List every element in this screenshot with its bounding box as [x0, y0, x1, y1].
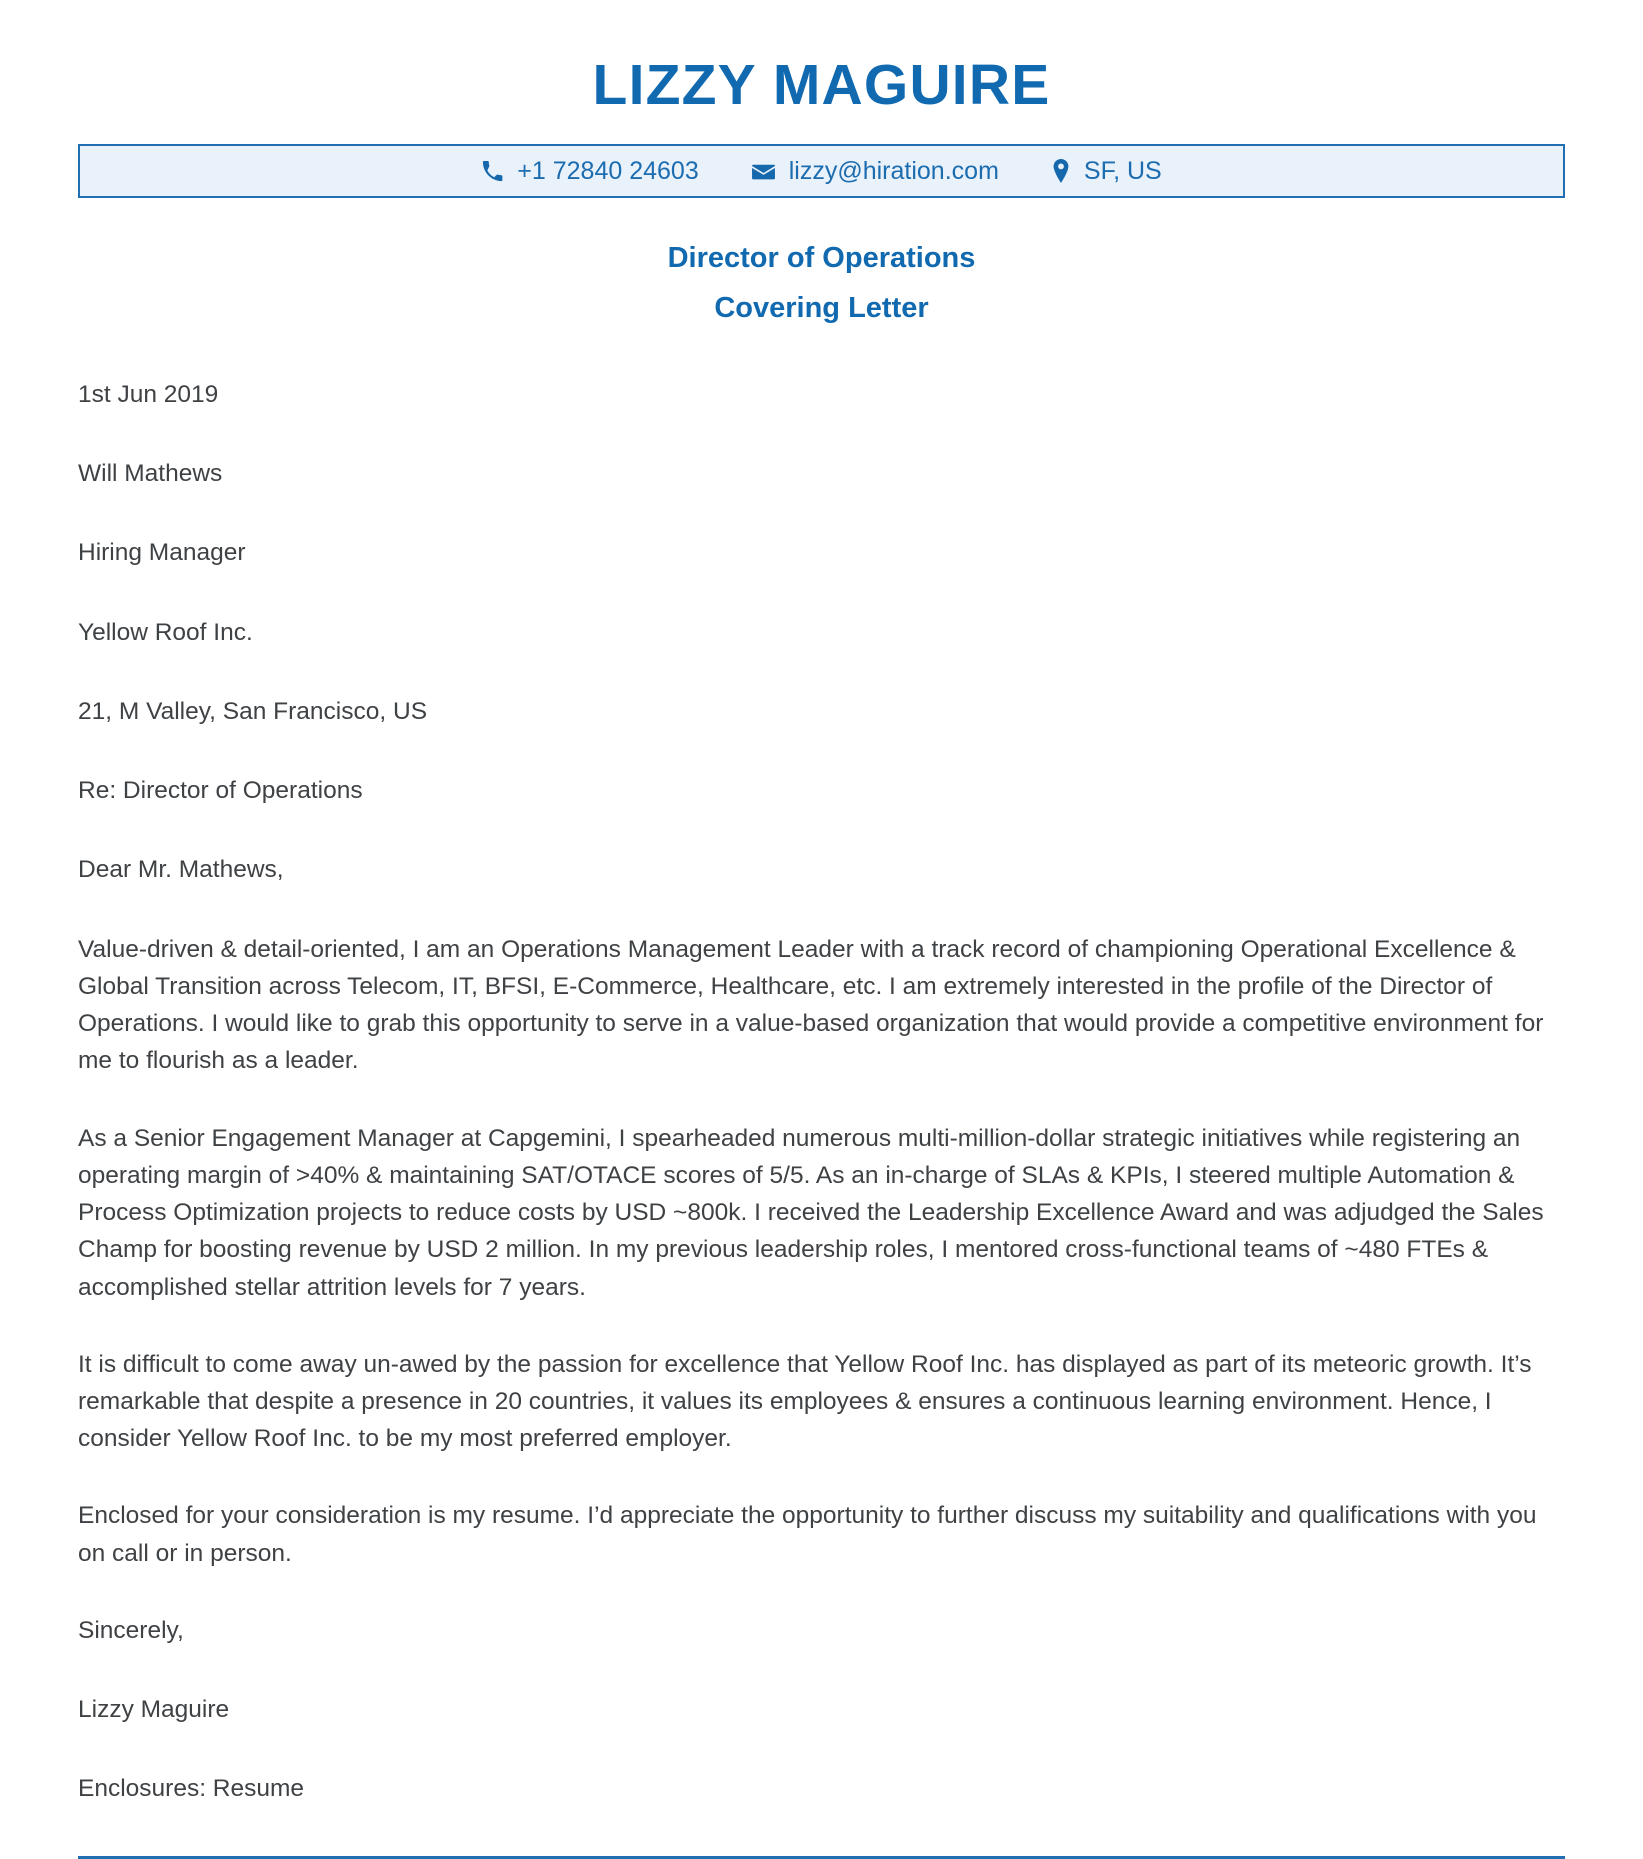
- envelope-icon: [751, 159, 776, 184]
- contact-phone-value: +1 72840 24603: [517, 156, 699, 185]
- body-paragraph: Enclosed for your consideration is my resume. I’d appreciate the opportunity to further discuss my suitability and qualifications with you on call or in person.: [78, 1502, 1537, 1567]
- letter-date: 1st Jun 2019: [78, 381, 219, 408]
- title-block: [78, 234, 1565, 334]
- subject-line: Re: Director of Operations: [78, 777, 363, 805]
- salutation: Dear Mr. Mathews,: [78, 856, 284, 884]
- recipient-title: Hiring Manager: [78, 539, 246, 567]
- contact-email[interactable]: [751, 157, 999, 186]
- job-role-title: Director of Operations: [667, 242, 976, 275]
- signature-name: Lizzy Maguire: [78, 1696, 230, 1724]
- enclosures-line: Enclosures: Resume: [78, 1775, 305, 1803]
- contact-email-value: lizzy@hiration.com: [788, 156, 999, 185]
- contact-phone[interactable]: [481, 157, 698, 186]
- page-title: LIZZY MAGUIRE: [592, 53, 1051, 117]
- closing-salutation: Sincerely,: [78, 1616, 184, 1644]
- recipient-address: 21, M Valley, San Francisco, US: [78, 697, 428, 725]
- contact-bar: [78, 144, 1565, 198]
- letter-body: [78, 376, 1565, 1808]
- document-type-title: Covering Letter: [714, 292, 929, 325]
- phone-icon: [481, 160, 504, 183]
- body-paragraph: Value-driven & detail-oriented, I am an Operations Management Leader with a track record of championing Operational Excellence & Global Transition across Telecom, IT, BFSI, E-Commerce, Healthcare, etc. I am extremely interested in the profile of the Director of Operations. I would like to grab this opportunity to serve in a value-based organization that would provide a competitive environment for me to flourish as a leader.: [78, 935, 1544, 1075]
- recipient-name: Will Mathews: [78, 460, 223, 488]
- contact-location[interactable]: [1051, 157, 1162, 186]
- body-paragraph: It is difficult to come away un-awed by the passion for excellence that Yellow Roof Inc. has displayed as part of its meteoric growth. It’s remarkable that despite a presence in 20 countries, it values its employees & ensures a continuous learning environment. Hence, I consider Yellow Roof Inc. to be my most preferred employer.: [78, 1350, 1532, 1453]
- body-paragraph: As a Senior Engagement Manager at Capgemini, I spearheaded numerous multi-million-dollar strategic initiatives while registering an operating margin of >40% & maintaining SAT/OTACE scores of 5/5. As an in-charge of SLAs & KPIs, I steered multiple Automation & Process Optimization projects to reduce costs by USD ~800k. I received the Leadership Excellence Award and was adjudged the Sales Champ for boosting revenue by USD 2 million. In my previous leadership roles, I mentored cross-functional teams of ~480 FTEs & accomplished stellar attrition levels for 7 years.: [78, 1124, 1544, 1301]
- recipient-company: Yellow Roof Inc.: [78, 618, 253, 646]
- location-pin-icon: [1051, 159, 1071, 183]
- contact-location-value: SF, US: [1083, 156, 1162, 185]
